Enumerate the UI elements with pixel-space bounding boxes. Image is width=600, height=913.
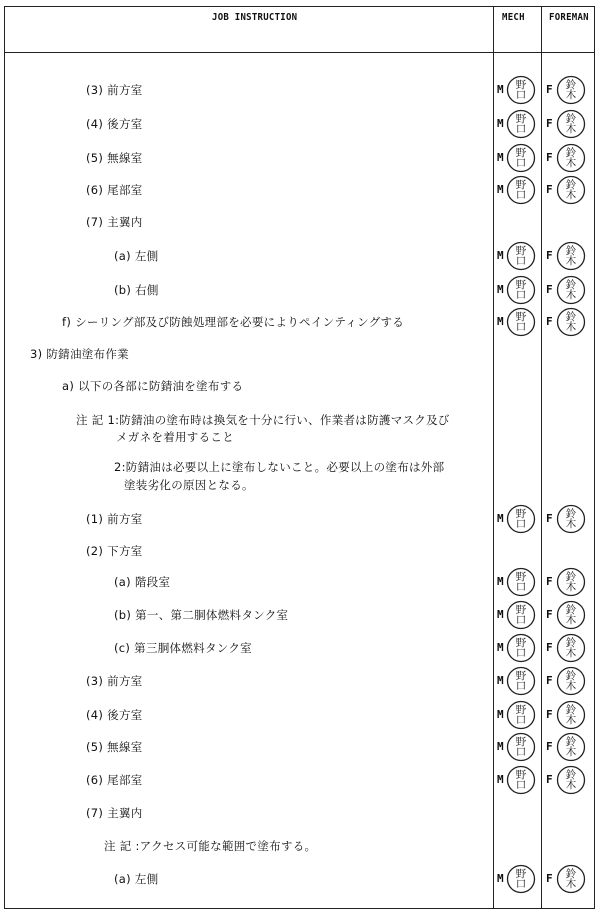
foreman-seal-stamp: [556, 600, 586, 630]
mech-seal-stamp: [506, 666, 536, 696]
svg-text:鈴: 鈴: [565, 571, 577, 583]
mech-mark: M: [497, 283, 504, 296]
mech-column-divider: [493, 6, 494, 909]
foreman-seal-stamp: [556, 567, 586, 597]
svg-text:野: 野: [515, 769, 527, 781]
mech-mark: M: [497, 608, 504, 621]
job-instruction-heading: JOB INSTRUCTION: [212, 12, 298, 23]
foreman-seal-stamp: [556, 275, 586, 305]
mech-seal-stamp: [506, 864, 536, 894]
svg-text:鈴: 鈴: [565, 769, 577, 781]
svg-text:木: 木: [565, 714, 577, 726]
svg-text:鈴: 鈴: [565, 704, 577, 716]
svg-text:鈴: 鈴: [565, 604, 577, 616]
mech-seal-stamp: [506, 765, 536, 795]
instruction-row: (2) 下方室: [86, 544, 143, 558]
instruction-row: a) 以下の各部に防錆油を塗布する: [62, 379, 244, 393]
instruction-row: (6) 尾部室: [86, 183, 143, 197]
instruction-row: (7) 主翼内: [86, 806, 143, 820]
mech-mark: M: [497, 575, 504, 588]
mech-mark: M: [497, 117, 504, 130]
svg-text:鈴: 鈴: [565, 245, 577, 257]
svg-text:鈴: 鈴: [565, 637, 577, 649]
svg-text:野: 野: [515, 79, 527, 91]
foreman-seal-stamp: [556, 307, 586, 337]
foreman-mark: F: [546, 674, 553, 687]
svg-text:野: 野: [515, 670, 527, 682]
mech-seal-stamp: [506, 633, 536, 663]
foreman-mark: F: [546, 773, 553, 786]
foreman-seal-stamp: [556, 175, 586, 205]
svg-text:木: 木: [565, 518, 577, 530]
svg-text:口: 口: [515, 123, 527, 135]
instruction-row: (5) 無線室: [86, 151, 143, 165]
mech-mark: M: [497, 641, 504, 654]
instruction-row: 3) 防錆油塗布作業: [30, 347, 129, 361]
svg-text:鈴: 鈴: [565, 508, 577, 520]
svg-text:口: 口: [515, 89, 527, 101]
foreman-seal-stamp: [556, 143, 586, 173]
foreman-seal-stamp: [556, 700, 586, 730]
svg-text:野: 野: [515, 571, 527, 583]
foreman-mark: F: [546, 708, 553, 721]
svg-text:鈴: 鈴: [565, 311, 577, 323]
instruction-row: (6) 尾部室: [86, 773, 143, 787]
mech-seal-stamp: [506, 504, 536, 534]
svg-text:鈴: 鈴: [565, 179, 577, 191]
svg-text:木: 木: [565, 255, 577, 267]
mech-mark: M: [497, 708, 504, 721]
foreman-seal-stamp: [556, 864, 586, 894]
svg-text:鈴: 鈴: [565, 736, 577, 748]
instruction-row: 塗装劣化の原因となる。: [124, 478, 254, 492]
mech-seal-stamp: [506, 175, 536, 205]
svg-text:口: 口: [515, 647, 527, 659]
instruction-row: (a) 階段室: [114, 575, 171, 589]
mech-mark: M: [497, 872, 504, 885]
svg-text:口: 口: [515, 289, 527, 301]
svg-text:木: 木: [565, 746, 577, 758]
svg-text:野: 野: [515, 147, 527, 159]
svg-text:口: 口: [515, 189, 527, 201]
svg-text:野: 野: [515, 245, 527, 257]
mech-seal-stamp: [506, 75, 536, 105]
foreman-seal-stamp: [556, 666, 586, 696]
svg-text:口: 口: [515, 614, 527, 626]
mech-seal-stamp: [506, 307, 536, 337]
svg-text:木: 木: [565, 878, 577, 890]
svg-text:口: 口: [515, 321, 527, 333]
mech-seal-stamp: [506, 275, 536, 305]
instruction-row: 2:防錆油は必要以上に塗布しないこと。必要以上の塗布は外部: [114, 460, 445, 474]
foreman-mark: F: [546, 315, 553, 328]
mech-mark: M: [497, 740, 504, 753]
foreman-heading: FOREMAN: [549, 12, 589, 23]
foreman-mark: F: [546, 183, 553, 196]
svg-text:鈴: 鈴: [565, 79, 577, 91]
mech-mark: M: [497, 83, 504, 96]
instruction-row: 注 記 1:防錆油の塗布時は換気を十分に行い、作業者は防護マスク及び: [76, 413, 450, 427]
foreman-mark: F: [546, 641, 553, 654]
foreman-mark: F: [546, 117, 553, 130]
svg-text:口: 口: [515, 157, 527, 169]
mech-seal-stamp: [506, 732, 536, 762]
mech-mark: M: [497, 315, 504, 328]
mech-mark: M: [497, 773, 504, 786]
svg-text:木: 木: [565, 321, 577, 333]
svg-text:野: 野: [515, 868, 527, 880]
foreman-mark: F: [546, 608, 553, 621]
svg-text:口: 口: [515, 255, 527, 267]
instruction-row: (1) 前方室: [86, 512, 143, 526]
svg-text:野: 野: [515, 704, 527, 716]
foreman-seal-stamp: [556, 504, 586, 534]
foreman-seal-stamp: [556, 75, 586, 105]
mech-mark: M: [497, 249, 504, 262]
svg-text:木: 木: [565, 157, 577, 169]
foreman-seal-stamp: [556, 241, 586, 271]
svg-text:木: 木: [565, 123, 577, 135]
mech-seal-stamp: [506, 567, 536, 597]
svg-text:口: 口: [515, 779, 527, 791]
foreman-mark: F: [546, 575, 553, 588]
mech-seal-stamp: [506, 241, 536, 271]
foreman-seal-stamp: [556, 109, 586, 139]
mech-mark: M: [497, 151, 504, 164]
instruction-row: (4) 後方室: [86, 708, 143, 722]
instruction-row: (a) 左側: [114, 249, 159, 263]
svg-text:木: 木: [565, 581, 577, 593]
foreman-seal-stamp: [556, 732, 586, 762]
mech-seal-stamp: [506, 700, 536, 730]
svg-text:野: 野: [515, 637, 527, 649]
instruction-row: 注 記 :アクセス可能な範囲で塗布する。: [104, 839, 317, 853]
svg-text:口: 口: [515, 714, 527, 726]
instruction-row: (b) 第一、第二胴体燃料タンク室: [114, 608, 289, 622]
svg-text:野: 野: [515, 113, 527, 125]
instruction-row: (5) 無線室: [86, 740, 143, 754]
header-divider: [4, 52, 595, 53]
svg-text:木: 木: [565, 289, 577, 301]
svg-text:木: 木: [565, 779, 577, 791]
mech-mark: M: [497, 512, 504, 525]
instruction-row: (3) 前方室: [86, 674, 143, 688]
foreman-column-divider: [541, 6, 542, 909]
foreman-mark: F: [546, 512, 553, 525]
foreman-mark: F: [546, 151, 553, 164]
instruction-row: メガネを着用すること: [116, 430, 234, 444]
mech-heading: MECH: [502, 12, 525, 23]
svg-text:鈴: 鈴: [565, 670, 577, 682]
svg-text:木: 木: [565, 89, 577, 101]
svg-text:木: 木: [565, 647, 577, 659]
instruction-row: (b) 右側: [114, 283, 159, 297]
svg-text:口: 口: [515, 878, 527, 890]
svg-text:野: 野: [515, 508, 527, 520]
instruction-row: f) シーリング部及び防蝕処理部を必要によりペインティングする: [62, 315, 405, 329]
foreman-mark: F: [546, 740, 553, 753]
svg-text:鈴: 鈴: [565, 279, 577, 291]
mech-seal-stamp: [506, 109, 536, 139]
instruction-row: (7) 主翼内: [86, 215, 143, 229]
svg-text:野: 野: [515, 736, 527, 748]
svg-text:口: 口: [515, 680, 527, 692]
mech-seal-stamp: [506, 143, 536, 173]
svg-text:口: 口: [515, 581, 527, 593]
svg-text:野: 野: [515, 279, 527, 291]
svg-text:木: 木: [565, 189, 577, 201]
svg-text:口: 口: [515, 746, 527, 758]
svg-text:木: 木: [565, 614, 577, 626]
svg-text:木: 木: [565, 680, 577, 692]
foreman-mark: F: [546, 283, 553, 296]
instruction-row: (a) 左側: [114, 872, 159, 886]
foreman-seal-stamp: [556, 765, 586, 795]
instruction-row: (3) 前方室: [86, 83, 143, 97]
foreman-mark: F: [546, 83, 553, 96]
foreman-mark: F: [546, 872, 553, 885]
svg-text:野: 野: [515, 604, 527, 616]
foreman-seal-stamp: [556, 633, 586, 663]
svg-text:野: 野: [515, 179, 527, 191]
svg-text:野: 野: [515, 311, 527, 323]
svg-text:鈴: 鈴: [565, 113, 577, 125]
svg-text:鈴: 鈴: [565, 868, 577, 880]
mech-seal-stamp: [506, 600, 536, 630]
mech-mark: M: [497, 183, 504, 196]
foreman-mark: F: [546, 249, 553, 262]
svg-text:口: 口: [515, 518, 527, 530]
svg-text:鈴: 鈴: [565, 147, 577, 159]
instruction-row: (c) 第三胴体燃料タンク室: [114, 641, 252, 655]
mech-mark: M: [497, 674, 504, 687]
instruction-row: (4) 後方室: [86, 117, 143, 131]
